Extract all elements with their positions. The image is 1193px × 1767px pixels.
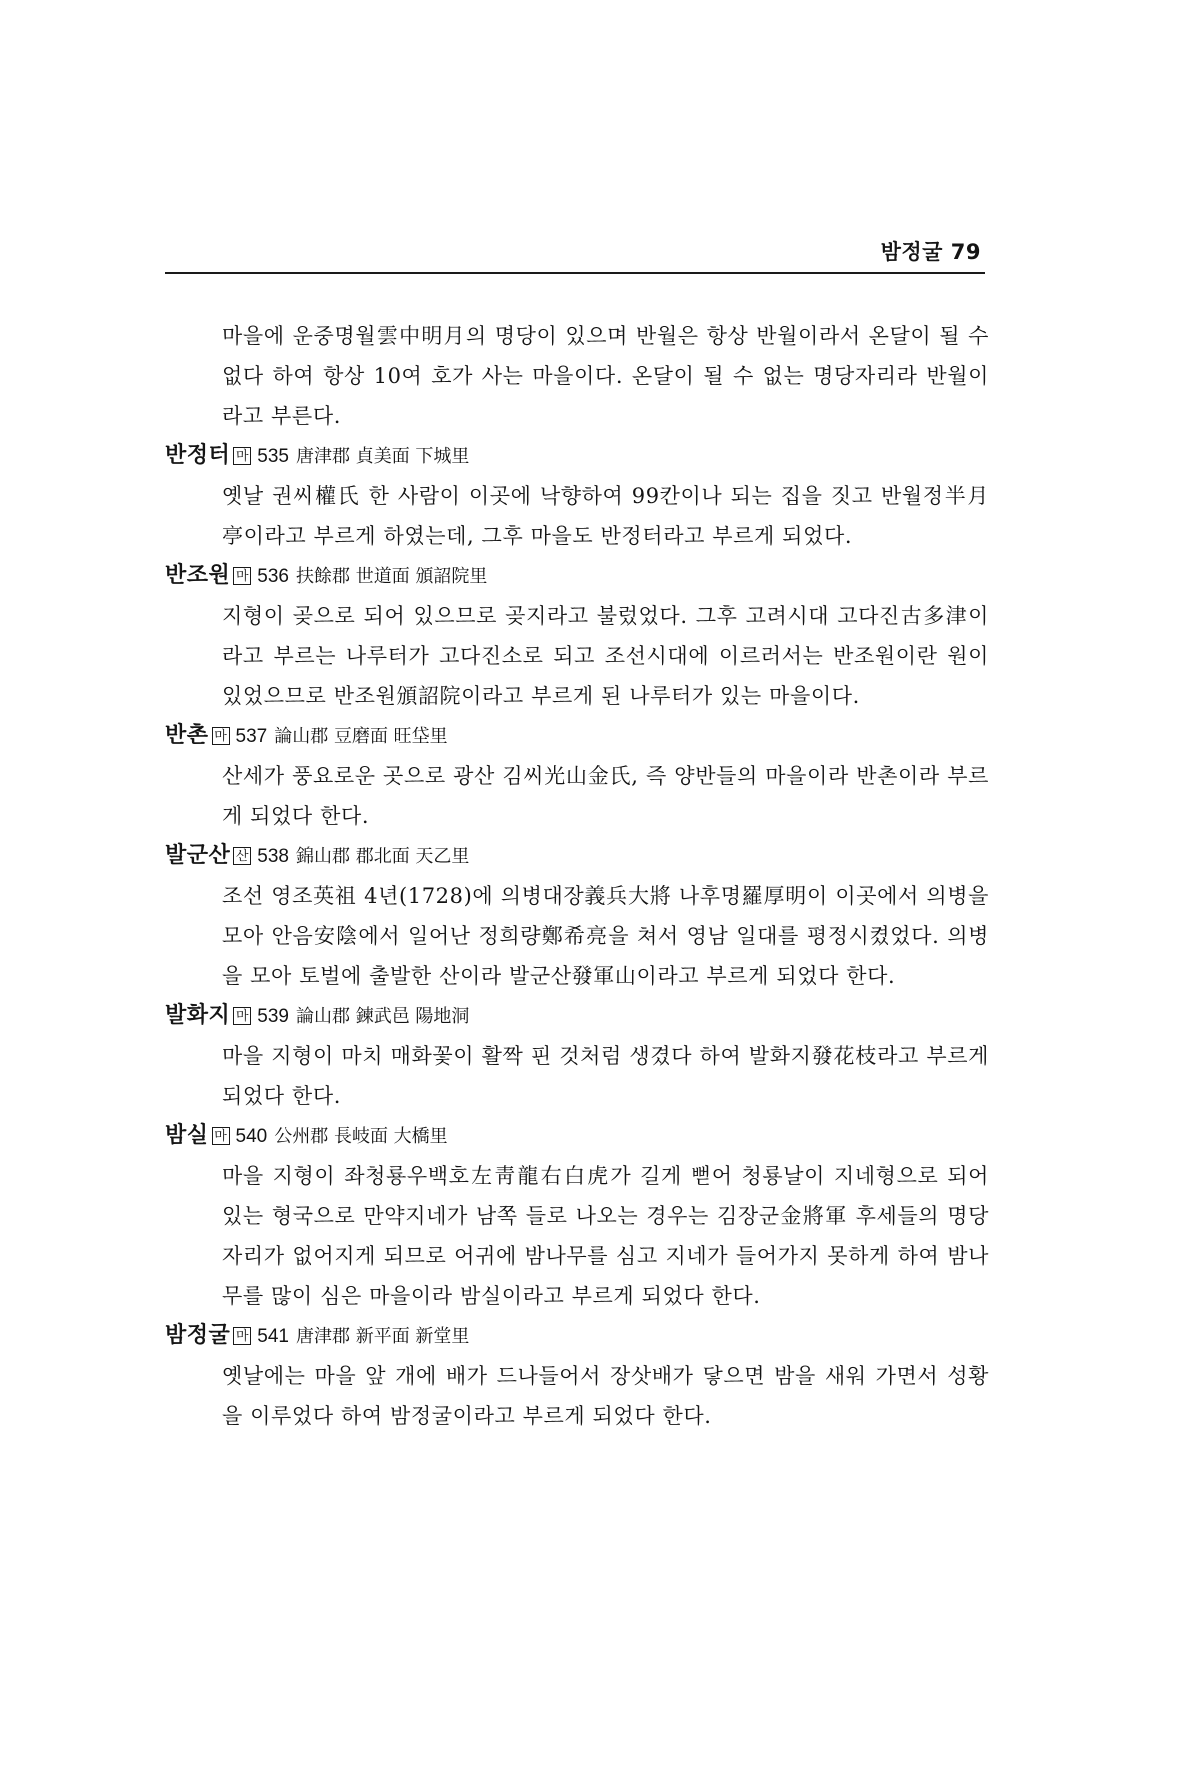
entry-description: 옛날에는 마을 앞 개에 배가 드나들어서 장삿배가 닿으면 밤을 새워 가면서 성황을 이루었다 하여 밤정굴이라고 부르게 되었다 한다. [222,1364,989,1428]
entry-header [165,436,989,476]
lead-paragraph: 마을에 운중명월雲中明月의 명당이 있으며 반월은 항상 반월이라서 온달이 될 수 없다 하여 항상 10여 호가 사는 마을이다. 온달이 될 수 없는 명당자리라 반월이라고 부른다. [222,324,989,428]
entry-type-badge: 마 [233,1007,251,1025]
entry-headword: 반촌 [165,723,209,748]
entry-number: 535 [257,446,289,467]
entry-538 [165,836,989,996]
entry-number: 538 [257,846,289,867]
entry-description: 산세가 풍요로운 곳으로 광산 김씨光山金氏, 즉 양반들의 마을이라 반촌이라 부르게 되었다 한다. [222,764,990,828]
entry-description: 마을 지형이 마치 매화꽃이 활짝 핀 것처럼 생겼다 하여 발화지發花枝라고 부르게 되었다 한다. [222,1044,989,1108]
entry-536 [165,556,989,716]
entry-location: 扶餘郡 世道面 頒詔院里 [295,566,488,587]
entry-headword: 밤정굴 [165,1323,231,1348]
entry-headword: 반조원 [165,563,231,588]
entry-number: 540 [235,1126,268,1147]
entry-header [165,716,989,756]
entry-location: 論山郡 鍊武邑 陽地洞 [295,1006,470,1027]
entry-header [165,1116,989,1156]
entry-number: 541 [257,1326,289,1347]
entry-number: 539 [257,1006,289,1027]
entry-535 [165,436,989,556]
entry-type-badge: 마 [212,727,230,745]
entry-location: 唐津郡 新平面 新堂里 [295,1326,470,1347]
entry-description: 지형이 곶으로 되어 있으므로 곶지라고 불렀었다. 그후 고려시대 고다진古多津이라고 부르는 나루터가 고다진소로 되고 조선시대에 이르러서는 반조원이란 원이 있었으므로 반조원頒詔院이라고 부르게 된 나루터가 있는 마을이다. [222,604,989,708]
entry-type-badge: 마 [233,447,251,465]
entry-number: 536 [257,566,289,587]
entry-header [165,996,989,1036]
entry-headword: 발화지 [165,1003,231,1028]
entry-header [165,1316,989,1356]
entry-type-badge: 산 [233,847,251,865]
entry-headword: 반정터 [165,443,231,468]
entry-type-badge: 마 [233,1327,251,1345]
entry-description: 옛날 권씨權氏 한 사람이 이곳에 낙향하여 99칸이나 되는 집을 짓고 반월정半月亭이라고 부르게 하였는데, 그후 마을도 반정터라고 부르게 되었다. [222,484,989,548]
entry-541 [165,1316,989,1436]
entry-540 [165,1116,989,1316]
entry-header [165,836,989,876]
entry-location: 唐津郡 貞美面 下城里 [295,446,470,467]
page-body [165,316,989,1436]
entry-type-badge: 마 [233,567,251,585]
entry-location: 錦山郡 郡北面 天乙里 [295,846,470,867]
entry-headword: 발군산 [165,843,231,868]
entry-539 [165,996,989,1116]
entry-537 [165,716,989,836]
entry-location: 論山郡 豆磨面 旺垈里 [274,726,448,747]
entry-headword: 밤실 [165,1123,209,1148]
entry-type-badge: 마 [212,1127,230,1145]
running-head-text: 밤정굴 79 [880,240,981,264]
running-head [165,236,985,274]
entry-description: 마을 지형이 좌청룡우백호左靑龍右白虎가 길게 뻗어 청룡날이 지네형으로 되어 있는 형국으로 만약지네가 남쪽 들로 나오는 경우는 김장군金將軍 후세들의 명당자리가 없어지게 되므로 어귀에 밤나무를 심고 지네가 들어가지 못하게 하여 밤나무를 많이 심은 마을이라 밤실이라고 부르게 되었다 한다. [222,1164,989,1308]
entry-location: 公州郡 長岐面 大橋里 [274,1126,448,1147]
entry-description: 조선 영조英祖 4년(1728)에 의병대장義兵大將 나후명羅厚明이 이곳에서 의병을 모아 안음安陰에서 일어난 정희량鄭希亮을 쳐서 영남 일대를 평정시켰었다. 의병을 모아 토벌에 출발한 산이라 발군산發軍山이라고 부르게 되었다 한다. [222,884,989,988]
entry-header [165,556,989,596]
entry-number: 537 [235,726,268,747]
